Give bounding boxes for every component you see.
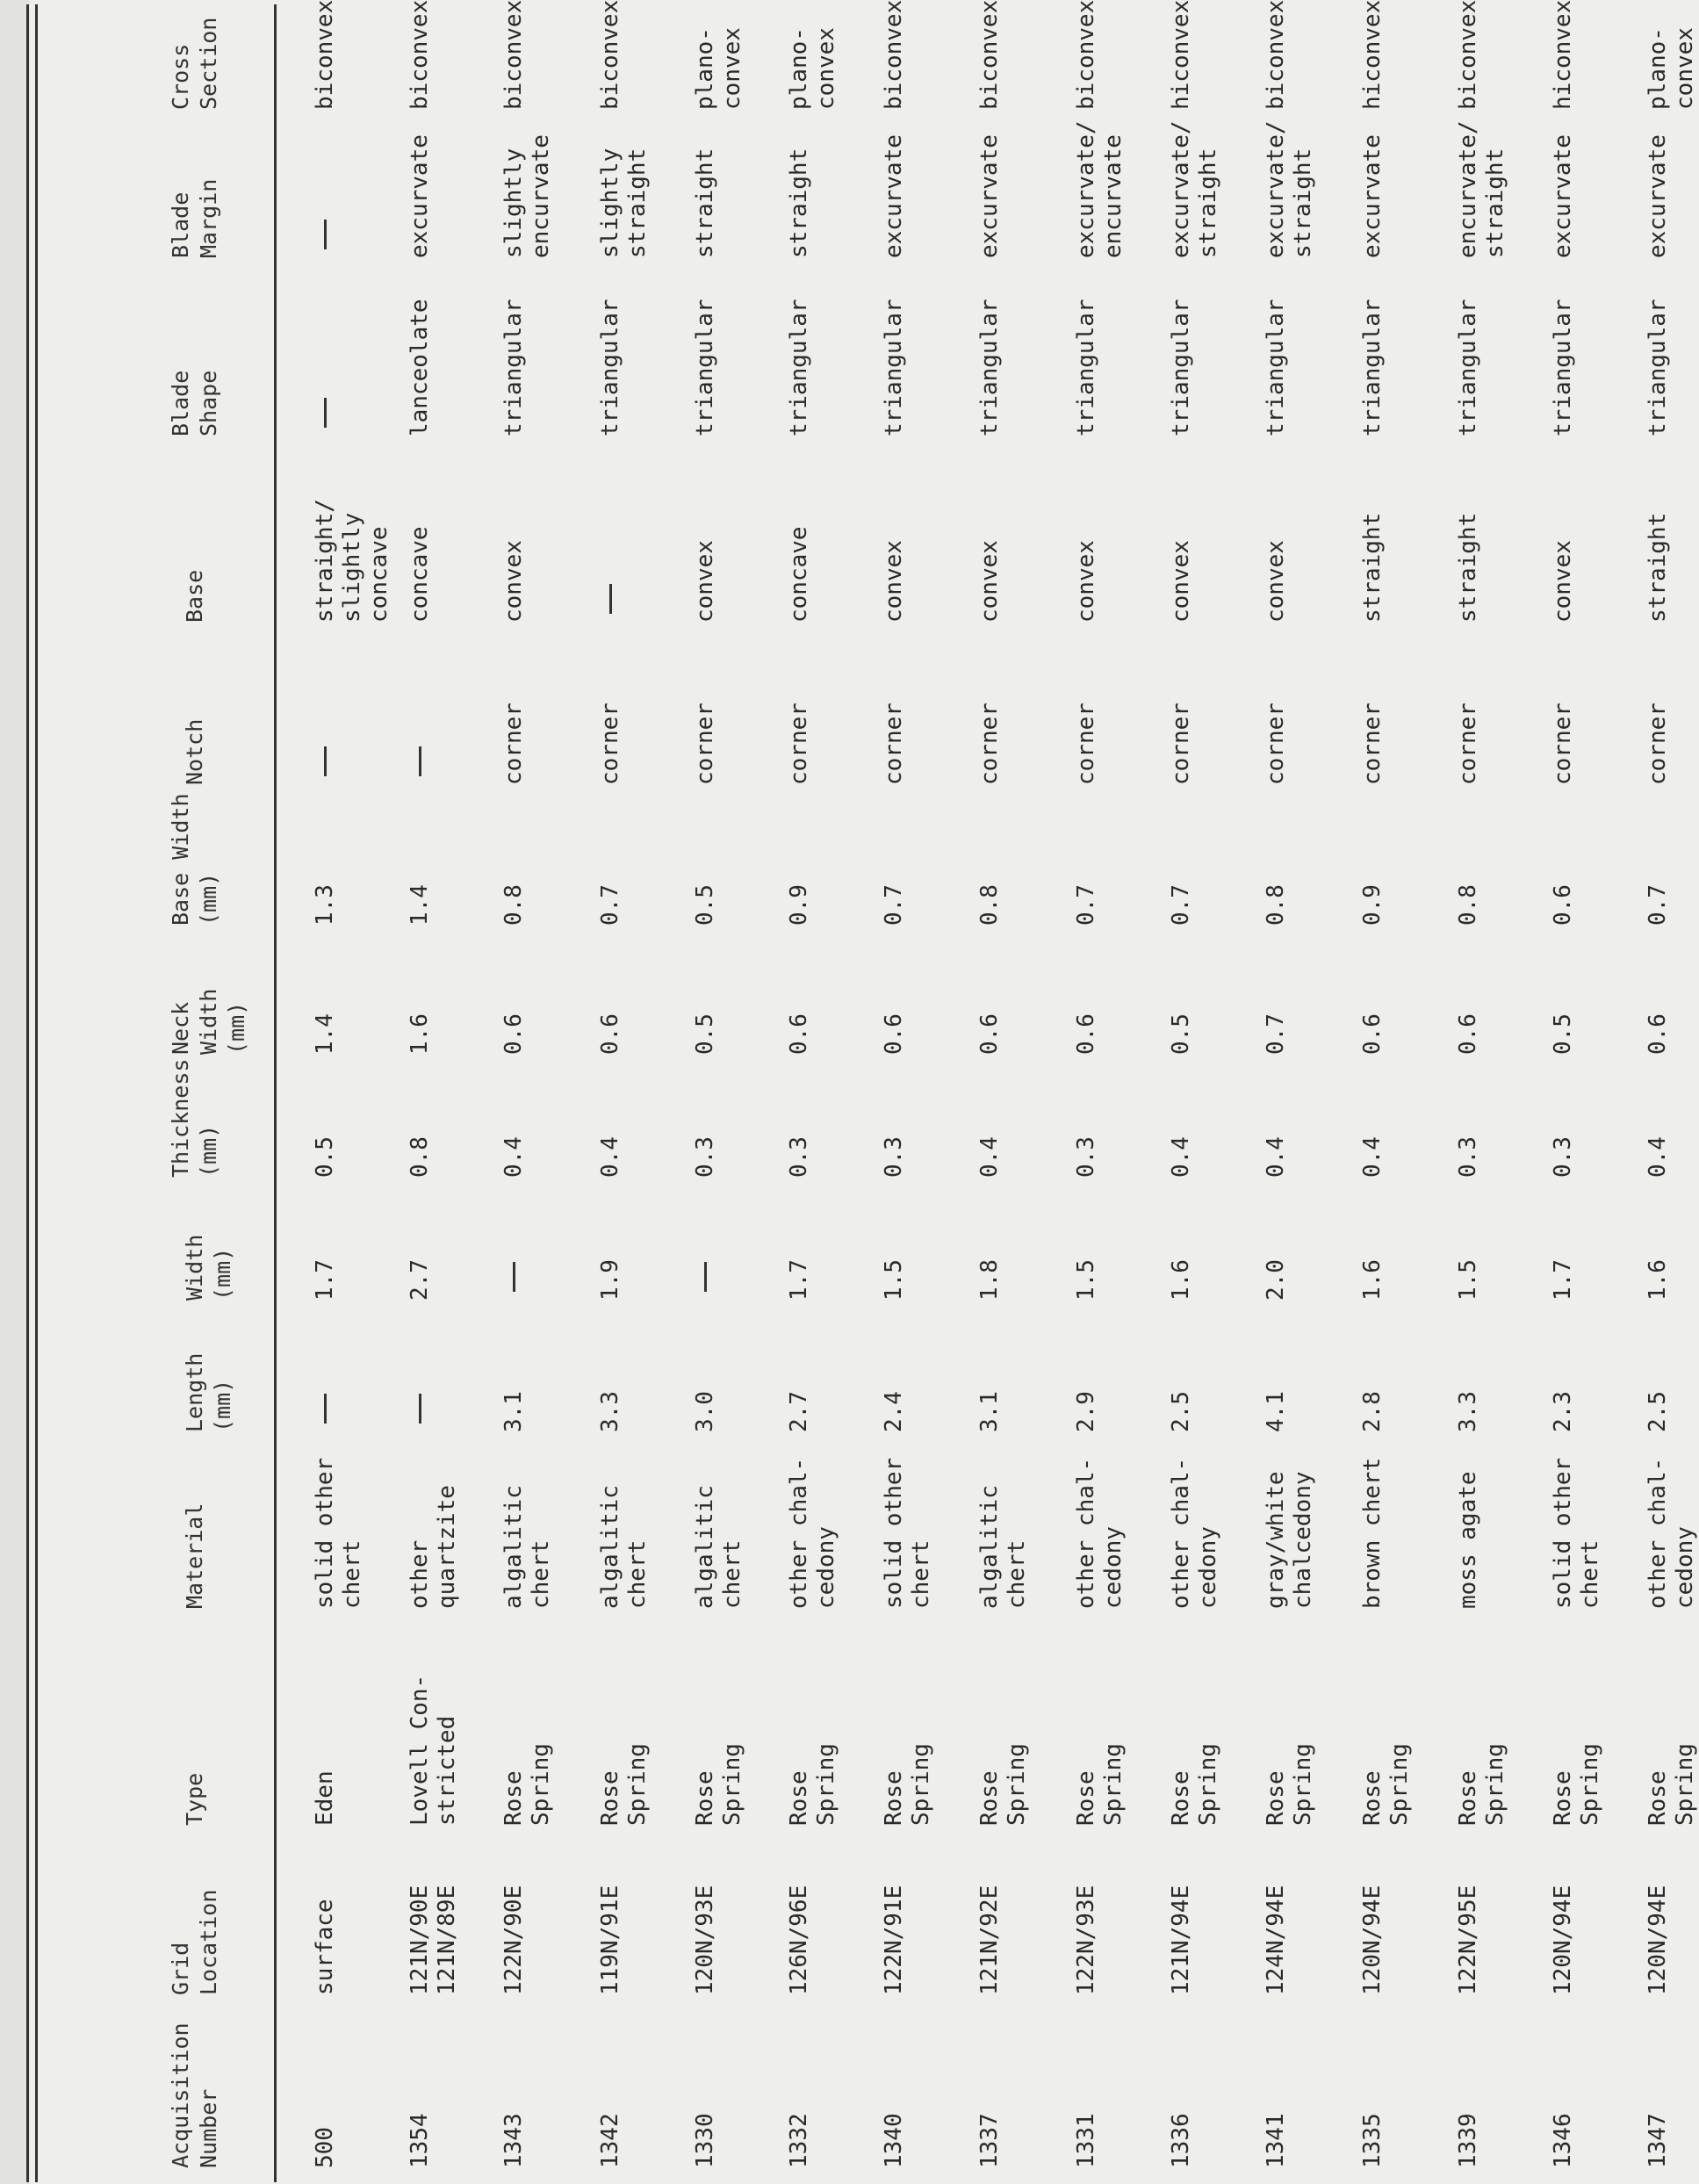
cell-notch: corner xyxy=(1168,703,1194,785)
column-header-type: Type xyxy=(182,1772,207,1826)
cell-base_w: 1.4 xyxy=(407,884,433,926)
cell-thick: 0.4 xyxy=(1359,1136,1386,1178)
cell-material: algalitic chert xyxy=(597,1485,651,1609)
cell-notch: corner xyxy=(1359,703,1386,785)
cell-cross: plano-convex xyxy=(692,27,745,110)
cell-width xyxy=(500,1287,528,1301)
cell-type: Rose Spring xyxy=(597,1743,651,1826)
cell-notch: corner xyxy=(1263,703,1289,785)
cell-base: straight xyxy=(1455,512,1481,623)
cell-thick: 0.4 xyxy=(976,1136,1003,1178)
cell-blade_shape: triangular xyxy=(1168,299,1194,436)
cell-type: Rose Spring xyxy=(500,1743,554,1826)
column-header-length: Length (mm) xyxy=(182,1352,235,1432)
cell-type: Rose Spring xyxy=(1455,1743,1508,1826)
cell-neck: 0.7 xyxy=(1263,1013,1289,1055)
cell-blade_margin: excurvate xyxy=(881,134,907,258)
cell-thick: 0.4 xyxy=(1168,1136,1194,1178)
cell-material: other chal- cedony xyxy=(786,1457,839,1609)
cell-material: solid other chert xyxy=(312,1457,365,1609)
cell-type: Rose Spring xyxy=(1263,1743,1316,1826)
cell-width: 1.5 xyxy=(881,1259,907,1301)
column-header-material: Material xyxy=(182,1503,207,1609)
cell-blade_shape xyxy=(312,422,339,436)
column-header-base: Base xyxy=(182,569,207,623)
cell-type: Rose Spring xyxy=(786,1743,839,1826)
cell-base xyxy=(597,609,624,623)
cell-notch xyxy=(312,771,339,785)
cell-type: Lovell Con- stricted xyxy=(407,1674,460,1826)
cell-acq: 1339 xyxy=(1455,2113,1481,2168)
cell-base_w: 0.8 xyxy=(1263,884,1289,926)
cell-blade_margin: excurvate/ straight xyxy=(1263,120,1316,258)
cell-cross: biconvex xyxy=(500,0,527,110)
cell-cross: biconvex xyxy=(597,0,623,110)
cell-blade_shape: triangular xyxy=(1645,299,1671,436)
cell-base_w: 0.7 xyxy=(597,884,623,926)
cell-base_w: 0.9 xyxy=(786,884,812,926)
cell-notch: corner xyxy=(1550,703,1576,785)
cell-acq: 1347 xyxy=(1645,2113,1671,2168)
cell-notch: corner xyxy=(1455,703,1481,785)
cell-length: 2.5 xyxy=(1168,1391,1194,1432)
cell-length: 2.4 xyxy=(881,1391,907,1432)
cell-width: 1.9 xyxy=(597,1259,623,1301)
cell-base_w: 0.7 xyxy=(1073,884,1099,926)
column-header-blade_shape: Blade Shape xyxy=(168,370,221,436)
cell-acq: 1340 xyxy=(881,2113,907,2168)
cell-type: Rose Spring xyxy=(976,1743,1030,1826)
cell-grid: 121N/94E xyxy=(1168,1885,1194,1995)
cell-acq: 1343 xyxy=(500,2113,527,2168)
column-header-blade_margin: Blade Margin xyxy=(168,178,221,258)
cell-length: 2.9 xyxy=(1073,1391,1099,1432)
column-header-neck: Neck Width (mm) xyxy=(168,988,249,1055)
cell-acq: 1354 xyxy=(407,2113,433,2168)
cell-blade_shape: triangular xyxy=(1359,299,1386,436)
cell-length: 2.3 xyxy=(1550,1391,1576,1432)
cell-base_w: 0.7 xyxy=(881,884,907,926)
cell-thick: 0.3 xyxy=(1073,1136,1099,1178)
cell-cross: biconvex xyxy=(1455,0,1481,110)
cell-blade_margin: slightly encurvate xyxy=(500,134,554,258)
cell-blade_margin: excurvate xyxy=(1359,134,1386,258)
cell-blade_margin: encurvate/ straight xyxy=(1455,120,1508,258)
cell-neck: 0.5 xyxy=(1168,1013,1194,1055)
cell-thick: 0.3 xyxy=(881,1136,907,1178)
top-double-rule-2 xyxy=(35,4,38,2182)
cell-type: Rose Spring xyxy=(1645,1743,1698,1826)
cell-cross: hiconvex xyxy=(1168,0,1194,110)
cell-material: algalitic chert xyxy=(976,1485,1030,1609)
cell-notch xyxy=(407,771,434,785)
cell-material: other chal- cedony xyxy=(1645,1457,1698,1609)
cell-width: 1.5 xyxy=(1073,1259,1099,1301)
column-header-notch: Notch xyxy=(182,718,207,785)
cell-blade_margin xyxy=(312,244,339,258)
cell-width: 2.0 xyxy=(1263,1259,1289,1301)
cell-width: 1.6 xyxy=(1645,1259,1671,1301)
cell-base: straight/ slightly concave xyxy=(312,499,392,623)
cell-blade_shape: triangular xyxy=(692,299,718,436)
cell-notch: corner xyxy=(881,703,907,785)
cell-neck: 0.6 xyxy=(786,1013,812,1055)
cell-length: 3.1 xyxy=(500,1391,527,1432)
cell-blade_shape: triangular xyxy=(1263,299,1289,436)
cell-grid: 122N/93E xyxy=(1073,1885,1099,1995)
cell-blade_margin: excurvate xyxy=(976,134,1003,258)
column-header-grid: Grid Location xyxy=(168,1889,221,1995)
cell-acq: 500 xyxy=(312,2127,338,2168)
cell-neck: 0.6 xyxy=(1645,1013,1671,1055)
cell-base: convex xyxy=(692,540,718,623)
cell-base_w: 1.3 xyxy=(312,884,338,926)
cell-cross: biconvex xyxy=(407,0,433,110)
cell-blade_shape: triangular xyxy=(786,299,812,436)
cell-cross: biconvex xyxy=(976,0,1003,110)
cell-type: Rose Spring xyxy=(1359,1743,1413,1826)
cell-neck: 1.4 xyxy=(312,1013,338,1055)
cell-base_w: 0.5 xyxy=(692,884,718,926)
cell-blade_margin: excurvate xyxy=(1550,134,1576,258)
cell-blade_shape: triangular xyxy=(500,299,527,436)
cell-blade_shape: triangular xyxy=(976,299,1003,436)
cell-grid: 121N/90E 121N/89E xyxy=(407,1885,460,1995)
cell-grid: 121N/92E xyxy=(976,1885,1003,1995)
cell-cross: biconvex xyxy=(1263,0,1289,110)
cell-base_w: 0.8 xyxy=(976,884,1003,926)
cell-notch: corner xyxy=(976,703,1003,785)
cell-blade_margin: excurvate xyxy=(1645,134,1671,258)
column-header-base_w: Base Width (mm) xyxy=(168,793,221,926)
cell-neck: 0.6 xyxy=(1073,1013,1099,1055)
cell-acq: 1335 xyxy=(1359,2113,1386,2168)
cell-base: convex xyxy=(1550,540,1576,623)
cell-blade_shape: triangular xyxy=(1073,299,1099,436)
cell-grid: 120N/94E xyxy=(1359,1885,1386,1995)
cell-grid: 119N/91E xyxy=(597,1885,623,1995)
column-header-thick: Thickness (mm) xyxy=(168,1058,221,1178)
cell-thick: 0.3 xyxy=(1455,1136,1481,1178)
cell-notch: corner xyxy=(1645,703,1671,785)
cell-grid: 120N/94E xyxy=(1645,1885,1671,1995)
cell-type: Eden xyxy=(312,1770,338,1826)
cell-cross: plano-convex xyxy=(1645,27,1698,110)
cell-length: 3.1 xyxy=(976,1391,1003,1432)
cell-neck: 0.5 xyxy=(1550,1013,1576,1055)
cell-neck: 0.6 xyxy=(500,1013,527,1055)
cell-width: 1.8 xyxy=(976,1259,1003,1301)
cell-length: 3.3 xyxy=(1455,1391,1481,1432)
cell-neck: 0.6 xyxy=(1455,1013,1481,1055)
cell-acq: 1341 xyxy=(1263,2113,1289,2168)
cell-thick: 0.3 xyxy=(692,1136,718,1178)
cell-material: solid other chert xyxy=(881,1457,934,1609)
cell-grid: surface xyxy=(312,1899,338,1995)
cell-cross: hiconvex xyxy=(1359,0,1386,110)
cell-width: 1.6 xyxy=(1359,1259,1386,1301)
header-divider xyxy=(274,4,277,2182)
cell-type: Rose Spring xyxy=(1073,1743,1127,1826)
cell-material: solid other chert xyxy=(1550,1457,1603,1609)
cell-length: 4.1 xyxy=(1263,1391,1289,1432)
cell-thick: 0.3 xyxy=(786,1136,812,1178)
column-header-acq: Acquisition Number xyxy=(168,2022,221,2168)
cell-thick: 0.5 xyxy=(312,1136,338,1178)
cell-material: other quartzite xyxy=(407,1485,460,1609)
cell-base: convex xyxy=(1073,540,1099,623)
cell-blade_shape: triangular xyxy=(597,299,623,436)
cell-base_w: 0.9 xyxy=(1359,884,1386,926)
cell-material: other chal- cedony xyxy=(1073,1457,1127,1609)
cell-type: Rose Spring xyxy=(881,1743,934,1826)
cell-length xyxy=(312,1418,339,1432)
cell-base: convex xyxy=(1168,540,1194,623)
cell-base: convex xyxy=(976,540,1003,623)
cell-cross: biconvex xyxy=(312,0,338,110)
cell-base: convex xyxy=(881,540,907,623)
cell-notch: corner xyxy=(500,703,527,785)
cell-notch: corner xyxy=(597,703,623,785)
cell-width: 1.7 xyxy=(1550,1259,1576,1301)
cell-thick: 0.4 xyxy=(500,1136,527,1178)
cell-width xyxy=(692,1287,719,1301)
cell-blade_margin: excurvate/ encurvate xyxy=(1073,120,1127,258)
cell-blade_margin: straight xyxy=(786,148,812,258)
cell-grid: 124N/94E xyxy=(1263,1885,1289,1995)
cell-base_w: 0.7 xyxy=(1645,884,1671,926)
cell-grid: 120N/93E xyxy=(692,1885,718,1995)
cell-material: algalitic chert xyxy=(500,1485,554,1609)
cell-neck: 0.6 xyxy=(597,1013,623,1055)
cell-base: concave xyxy=(786,526,812,623)
cell-width: 1.6 xyxy=(1168,1259,1194,1301)
cell-blade_margin: excurvate xyxy=(407,134,433,258)
cell-notch: corner xyxy=(1073,703,1099,785)
cell-blade_margin: slightly straight xyxy=(597,148,651,258)
cell-base_w: 0.7 xyxy=(1168,884,1194,926)
cell-base_w: 0.8 xyxy=(1455,884,1481,926)
cell-blade_margin: straight xyxy=(692,148,718,258)
cell-grid: 122N/91E xyxy=(881,1885,907,1995)
cell-thick: 0.4 xyxy=(597,1136,623,1178)
cell-base: convex xyxy=(1263,540,1289,623)
cell-thick: 0.4 xyxy=(1263,1136,1289,1178)
cell-base_w: 0.8 xyxy=(500,884,527,926)
cell-grid: 120N/94E xyxy=(1550,1885,1576,1995)
cell-neck: 1.6 xyxy=(407,1013,433,1055)
column-header-cross: Cross Section xyxy=(168,17,221,110)
cell-material: algalitic chert xyxy=(692,1485,745,1609)
cell-type: Rose Spring xyxy=(692,1743,745,1826)
cell-blade_shape: triangular xyxy=(1550,299,1576,436)
cell-grid: 122N/95E xyxy=(1455,1885,1481,1995)
cell-length: 2.8 xyxy=(1359,1391,1386,1432)
cell-grid: 126N/96E xyxy=(786,1885,812,1995)
cell-blade_shape: triangular xyxy=(881,299,907,436)
cell-base_w: 0.6 xyxy=(1550,884,1576,926)
cell-acq: 1336 xyxy=(1168,2113,1194,2168)
cell-base: convex xyxy=(500,540,527,623)
cell-acq: 1337 xyxy=(976,2113,1003,2168)
cell-acq: 1342 xyxy=(597,2113,623,2168)
cell-length: 2.7 xyxy=(786,1391,812,1432)
cell-width: 1.5 xyxy=(1455,1259,1481,1301)
cell-neck: 0.6 xyxy=(1359,1013,1386,1055)
cell-grid: 122N/90E xyxy=(500,1885,527,1995)
cell-type: Rose Spring xyxy=(1550,1743,1603,1826)
cell-width: 2.7 xyxy=(407,1259,433,1301)
cell-neck: 0.6 xyxy=(976,1013,1003,1055)
cell-base: concave xyxy=(407,526,433,623)
cell-length: 3.3 xyxy=(597,1391,623,1432)
cell-material: other chal- cedony xyxy=(1168,1457,1221,1609)
cell-blade_shape: triangular xyxy=(1455,299,1481,436)
cell-thick: 0.3 xyxy=(1550,1136,1576,1178)
cell-acq: 1331 xyxy=(1073,2113,1099,2168)
cell-cross: biconvex xyxy=(1073,0,1099,110)
cell-notch: corner xyxy=(786,703,812,785)
cell-length xyxy=(407,1418,434,1432)
cell-acq: 1330 xyxy=(692,2113,718,2168)
cell-cross: plano-convex xyxy=(786,27,839,110)
cell-cross: biconvex xyxy=(881,0,907,110)
cell-base: straight xyxy=(1359,512,1386,623)
cell-material: gray/white chalcedony xyxy=(1263,1471,1316,1609)
cell-notch: corner xyxy=(692,703,718,785)
cell-thick: 0.8 xyxy=(407,1136,433,1178)
cell-material: moss agate xyxy=(1455,1471,1481,1609)
top-double-rule xyxy=(26,4,29,2182)
cell-length: 3.0 xyxy=(692,1391,718,1432)
cell-base: straight xyxy=(1645,512,1671,623)
cell-width: 1.7 xyxy=(786,1259,812,1301)
cell-neck: 0.5 xyxy=(692,1013,718,1055)
cell-cross: hiconvex xyxy=(1550,0,1576,110)
cell-width: 1.7 xyxy=(312,1259,338,1301)
cell-thick: 0.4 xyxy=(1645,1136,1671,1178)
cell-type: Rose Spring xyxy=(1168,1743,1221,1826)
cell-material: brown chert xyxy=(1359,1457,1386,1609)
cell-neck: 0.6 xyxy=(881,1013,907,1055)
cell-blade_shape: lanceolate xyxy=(407,299,433,436)
cell-length: 2.5 xyxy=(1645,1391,1671,1432)
cell-blade_margin: excurvate/ straight xyxy=(1168,120,1221,258)
cell-acq: 1332 xyxy=(786,2113,812,2168)
cell-acq: 1346 xyxy=(1550,2113,1576,2168)
column-header-width: Width (mm) xyxy=(182,1234,235,1301)
